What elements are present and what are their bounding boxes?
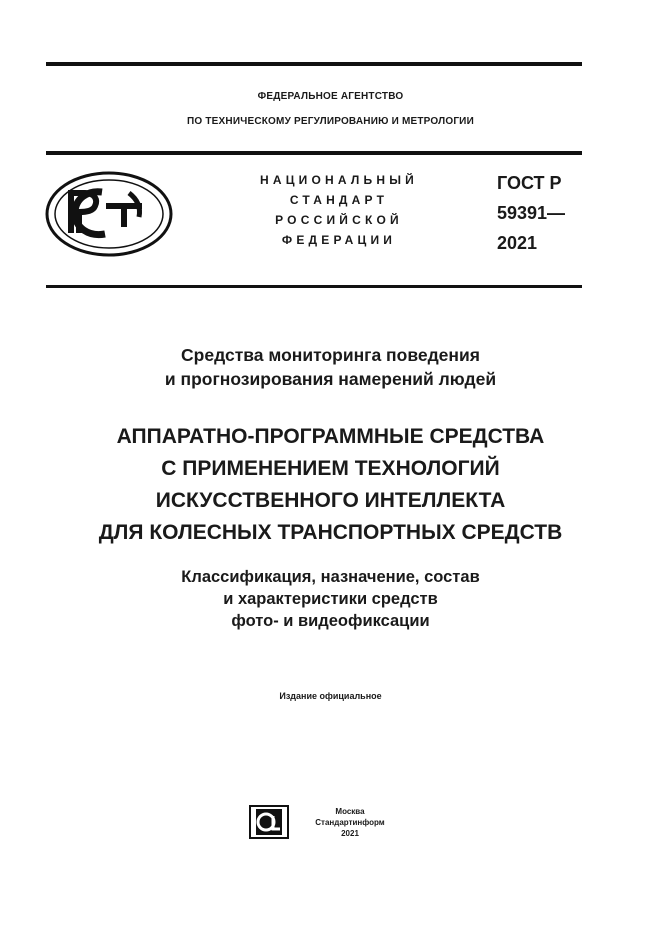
title-subtitle bbox=[0, 566, 661, 632]
title-main bbox=[0, 421, 661, 549]
national-line: НАЦИОНАЛЬНЫЙ bbox=[259, 173, 419, 187]
publisher-year: 2021 bbox=[341, 829, 359, 838]
publisher-name: Стандартинформ bbox=[315, 818, 385, 827]
standard-block-rule bbox=[46, 285, 582, 288]
publisher-info bbox=[310, 806, 390, 839]
agency-name-line2: ПО ТЕХНИЧЕСКОМУ РЕГУЛИРОВАНИЮ И МЕТРОЛОГИИ bbox=[187, 116, 474, 127]
header-rule bbox=[46, 151, 582, 155]
gost-line: 2021 bbox=[497, 233, 538, 253]
agency-name-line1: ФЕДЕРАЛЬНОЕ АГЕНТСТВО bbox=[257, 91, 404, 102]
title-line: фото- и видеофиксации bbox=[231, 612, 430, 630]
title-line: АППАРАТНО-ПРОГРАММНЫЕ СРЕДСТВА bbox=[116, 425, 545, 448]
national-line: РОССИЙСКОЙ bbox=[275, 213, 403, 227]
title-line: ИСКУССТВЕННОГО ИНТЕЛЛЕКТА bbox=[155, 489, 506, 512]
standartinform-logo-icon bbox=[249, 805, 289, 844]
title-line: и прогнозирования намерений людей bbox=[164, 369, 497, 389]
title-line: ДЛЯ КОЛЕСНЫХ ТРАНСПОРТНЫХ СРЕДСТВ bbox=[98, 521, 563, 544]
gost-number bbox=[497, 168, 565, 258]
national-line: ФЕДЕРАЦИИ bbox=[281, 233, 397, 247]
title-general bbox=[0, 343, 661, 391]
top-rule bbox=[46, 62, 582, 66]
national-line: СТАНДАРТ bbox=[289, 193, 389, 207]
title-line: Средства мониторинга поведения bbox=[181, 345, 480, 365]
publisher-city: Москва bbox=[335, 807, 365, 816]
title-line: Классификация, назначение, состав bbox=[181, 568, 480, 586]
gost-line: ГОСТ Р bbox=[497, 173, 562, 193]
title-line: и характеристики средств bbox=[223, 590, 438, 608]
rst-certification-mark-icon bbox=[45, 171, 175, 262]
edition-label: Издание официальное bbox=[279, 691, 382, 701]
gost-line: 59391— bbox=[497, 203, 566, 223]
title-line: С ПРИМЕНЕНИЕМ ТЕХНОЛОГИЙ bbox=[161, 457, 500, 480]
national-standard-label bbox=[228, 170, 450, 250]
